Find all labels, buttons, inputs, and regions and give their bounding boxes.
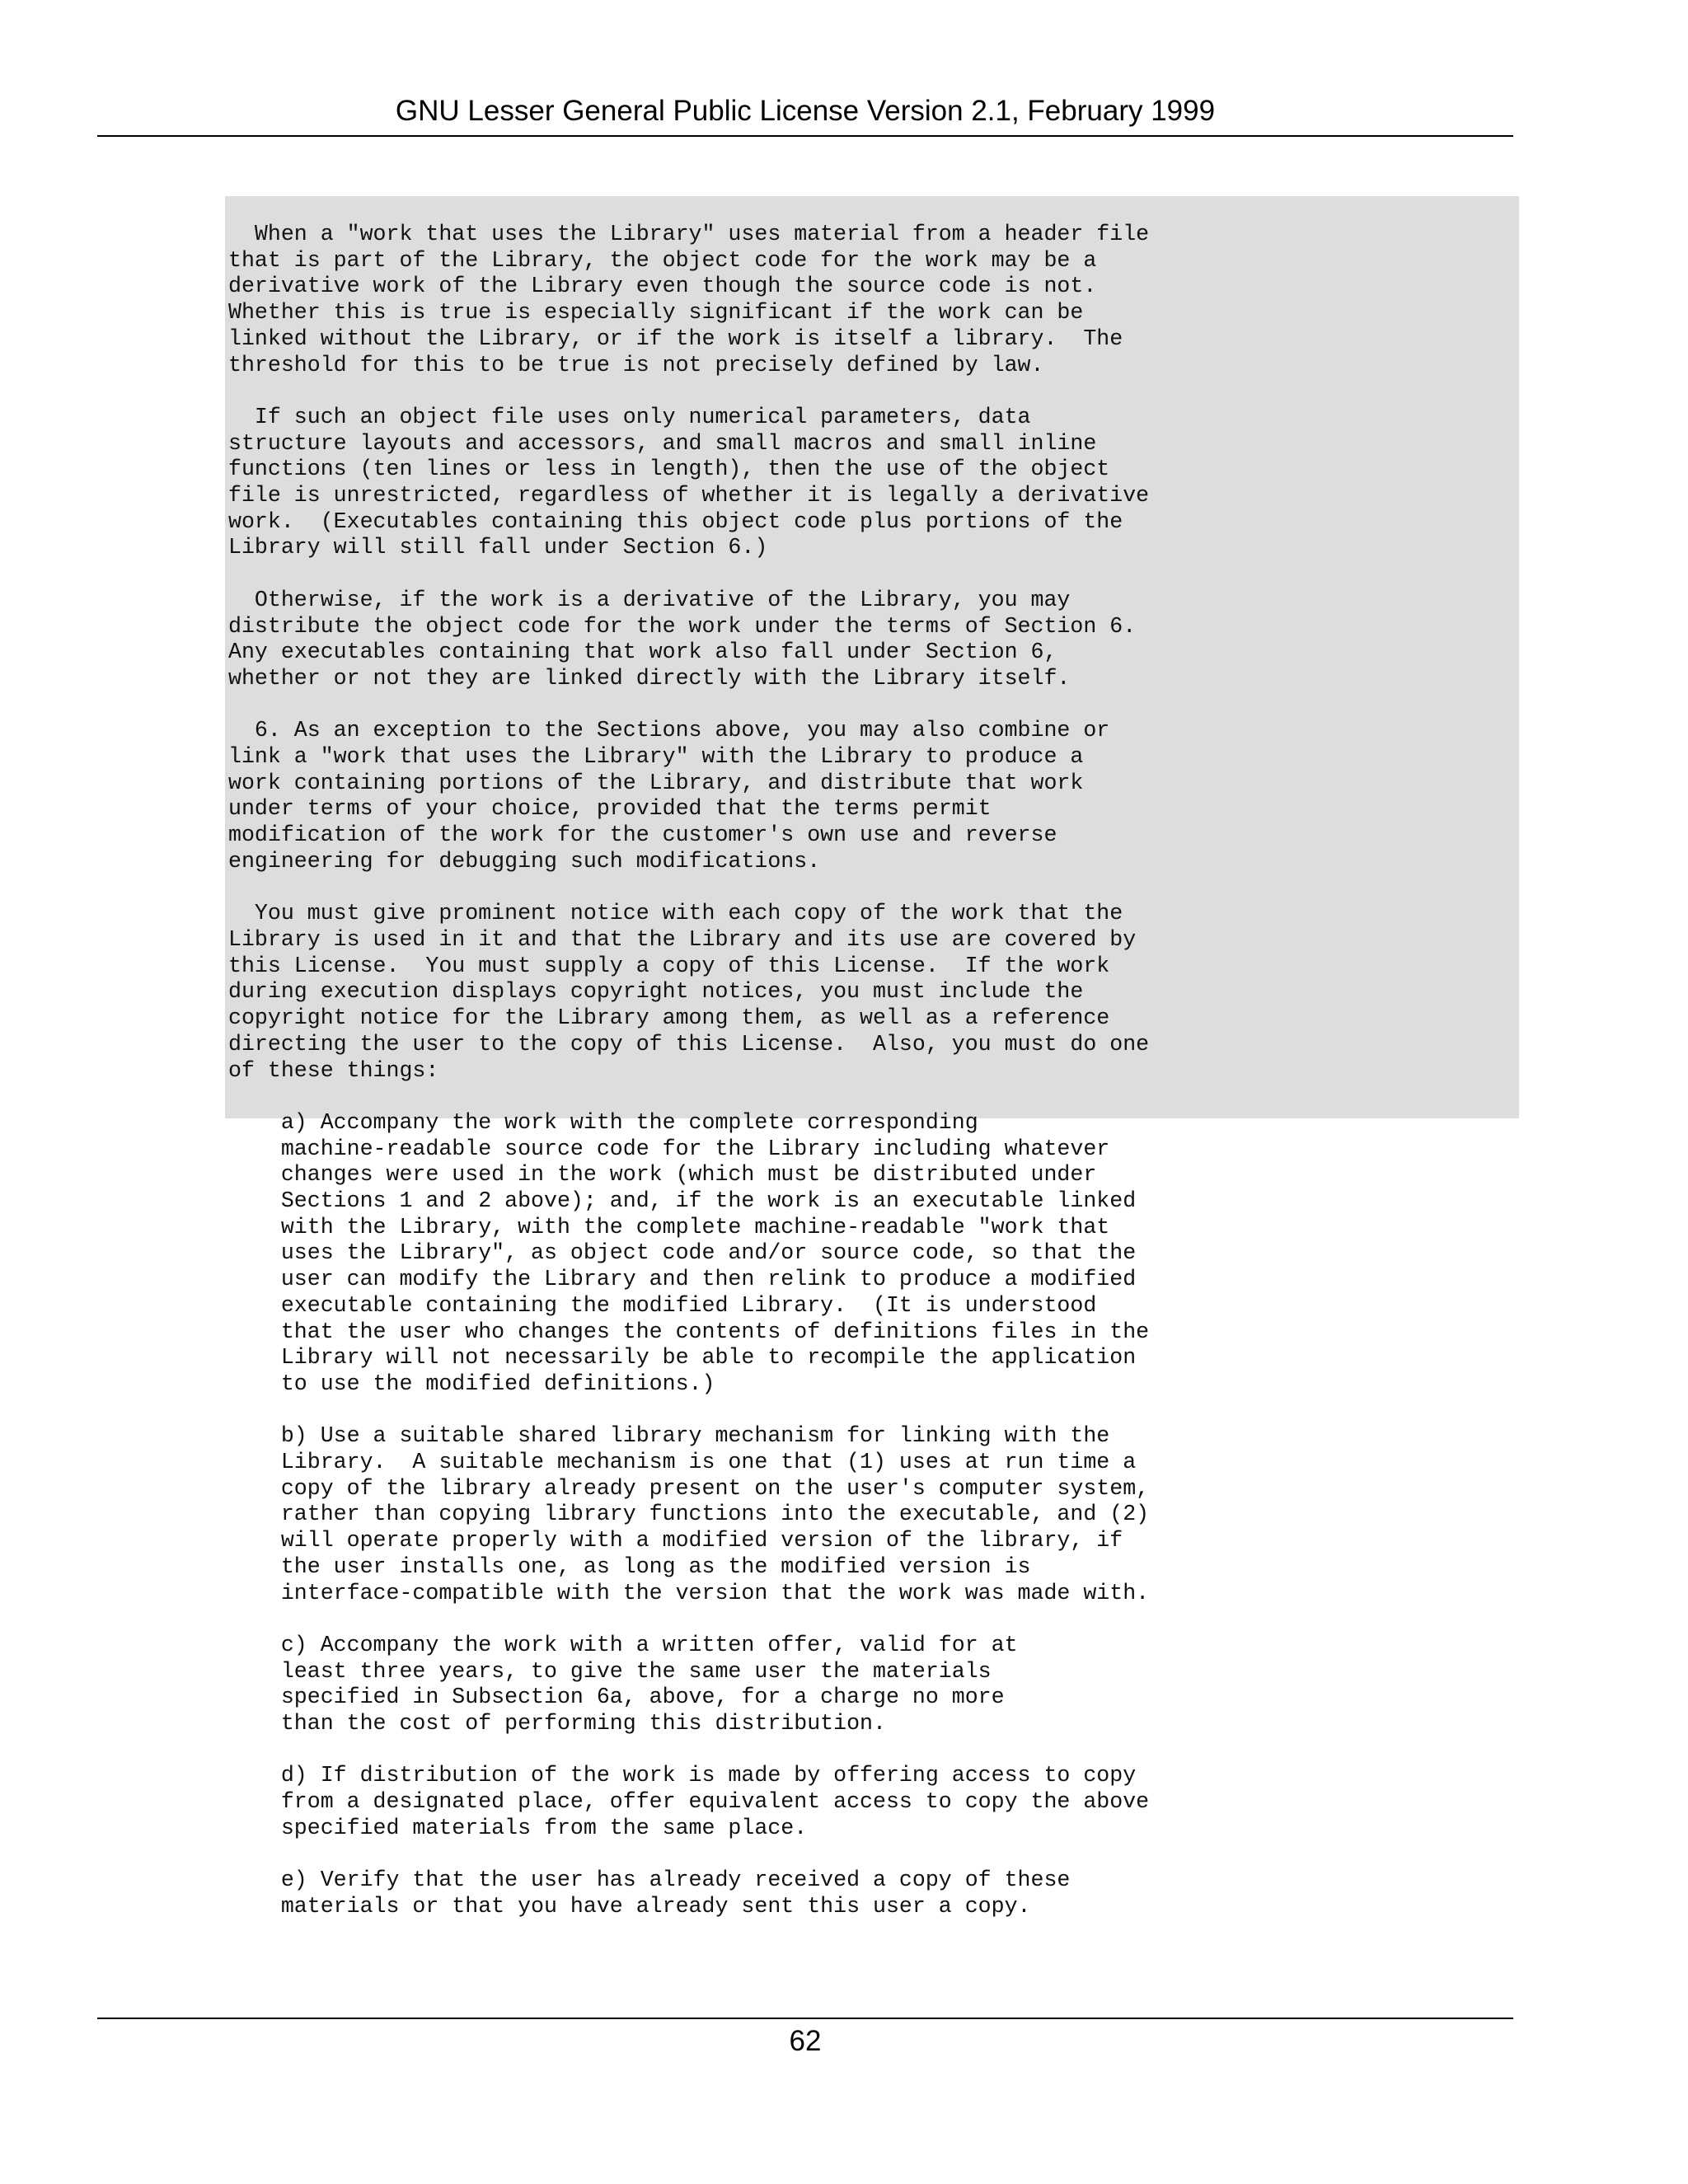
license-text: When a "work that uses the Library" uses material from a header file that is part of the Library, the object code for the work may be a derivative work of the Library even though the source code is not. Whether this is true is especially significant if the work can be linked without the Library, or if the work is itself a library. The threshold for this to be true is not precisely defined by law. If such an object file uses only numerical parameters, data structure layouts and accessors, and small macros and small inline functions (ten lines or less in length), then the use of the object file is unrestricted, regardless of whether it is legally a derivative work. (Executables containing this object code plus portions of the Library will still fall under Section 6.) Otherwise, if the work is a derivative of the Library, you may distribute the object code for the work under the terms of Section 6. Any executables containing that work also fall under Section 6, whether or not they are linked directly with the Library itself. 6. As an exception to the Sections above, you may also combine or link a "work that uses the Library" with the Library to produce a work containing portions of the Library, and distribute that work under terms of your choice, provided that the terms permit modification of the work for the customer's own use and reverse engineering for debugging such modifications. You must give prominent notice with each copy of the work that the Library is used in it and that the Library and its use are covered by this License. You must supply a copy of this License. If the work during execution displays copyright notices, you must include the copyright notice for the Library among them, as well as a reference directing the user to the copy of this License. Also, you must do one of these things: a) Accompany the work with the complete corresponding machine-readable source code for the Library including whatever changes were used in the work (which must be distributed under Sections 1 and 2 above); and, if the work is an executable linked with the Library, with the complete machine-readable "work that uses the Library", as object code and/or source code, so that the user can modify the Library and then relink to produce a modified executable containing the modified Library. (It is understood that the user who changes the contents of definitions files in the Library will not necessarily be able to recompile the application to use the modified definitions.) b) Use a suitable shared library mechanism for linking with the Library. A suitable mechanism is one that (1) uses at run time a copy of the library already present on the user's computer system, rather than copying library functions into the executable, and (2) will operate properly with a modified version of the library, if the user installs one, as long as the modified version is interface-compatible with the version that the work was made with. c) Accompany the work with a written offer, valid for at least three years, to give the same user the materials specified in Subsection 6a, above, for a charge no more than the cost of performing this distribution. d) If distribution of the work is made by offering access to copy from a designated place, offer equivalent access to copy the above specified materials from the same place. e) Verify that the user has already received a copy of these materials or that you have already sent this user a copy. — [228, 222, 1150, 1919]
page-number: 62 — [789, 2025, 822, 2057]
license-text-block — [225, 196, 1519, 1919]
page-header-title: GNU Lesser General Public License Version 2.1, February 1999 — [395, 95, 1216, 127]
header-divider — [97, 135, 1513, 137]
footer-divider — [97, 2018, 1513, 2019]
